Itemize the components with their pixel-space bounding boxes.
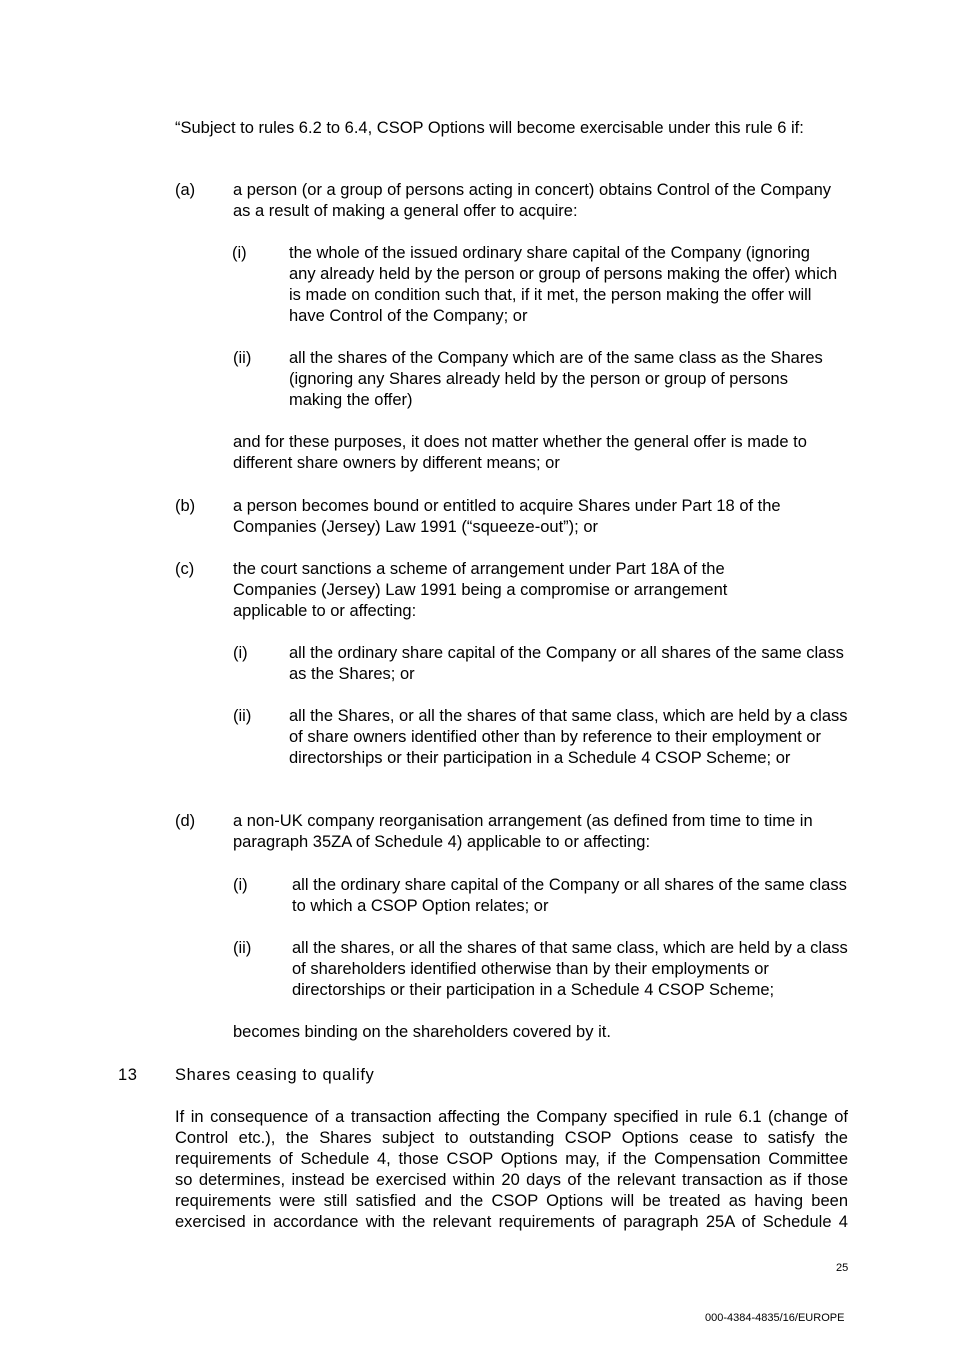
document-reference: 000-4384-4835/16/EUROPE — [705, 1312, 845, 1324]
item-d-ii-text: all the shares, or all the shares of that same class, which are held by a class of shareholders identified otherwise than by their employments or directorships or their participation in a Schedule 4 CSOP Scheme; — [292, 939, 848, 999]
item-a-ii-label: (ii) — [233, 349, 252, 367]
item-c-text: the court sanctions a scheme of arrangement under Part 18A of the Companies (Jersey) Law 1991 being a compromise or arrangement applicable to or affecting: — [233, 560, 728, 620]
item-c-i-text: all the ordinary share capital of the Company or all shares of the same class as the Shares; or — [289, 644, 844, 683]
section-body-line: requirements were still satisfied and the CSOP Options will be treated as having been — [175, 1192, 848, 1210]
item-d-i-text: all the ordinary share capital of the Company or all shares of the same class to which a CSOP Option relates; or — [292, 876, 847, 915]
section-body — [175, 1107, 848, 1233]
item-a-ii-text: all the shares of the Company which are of the same class as the Shares (ignoring any Shares already held by the person or group of persons making the offer) — [289, 349, 823, 409]
item-d-i-label: (i) — [233, 876, 248, 894]
section-body-line: so determines, instead be exercised within 20 days of the relevant transaction as if those — [175, 1171, 848, 1189]
item-b-text: a person becomes bound or entitled to acquire Shares under Part 18 of the Companies (Jersey) Law 1991 (“squeeze-out”); or — [233, 497, 781, 536]
item-a-i-text: the whole of the issued ordinary share capital of the Company (ignoring any already held by the person or group of persons making the offer) which is made on condition such that, if it met, the person making the offer will have Control of the Company; or — [289, 244, 838, 325]
item-d-label: (d) — [175, 812, 196, 830]
closing-text: becomes binding on the shareholders covered by it. — [233, 1023, 611, 1041]
page-number: 25 — [836, 1262, 849, 1274]
section-body-line: exercised in accordance with the relevant requirements of paragraph 25A of Schedule 4 — [175, 1213, 848, 1231]
item-a-text: a person (or a group of persons acting in concert) obtains Control of the Company as a result of making a general offer to acquire: — [233, 181, 831, 220]
intro-paragraph: “Subject to rules 6.2 to 6.4, CSOP Options will become exercisable under this rule 6 if: — [175, 119, 804, 137]
item-c-ii-text: all the Shares, or all the shares of that same class, which are held by a class of share owners identified other than by reference to their employment or directorships or their participation in a Schedule 4 CSOP Scheme; or — [289, 707, 848, 767]
section-body-line: Control etc.), the Shares subject to outstanding CSOP Options cease to satisfy the — [175, 1129, 848, 1147]
section-body-line: If in consequence of a transaction affecting the Company specified in rule 6.1 (change of — [175, 1108, 848, 1126]
item-b-label: (b) — [175, 497, 196, 515]
section-number: 13 — [118, 1066, 138, 1084]
item-c-label: (c) — [175, 560, 195, 578]
section-body-line: requirements of Schedule 4, those CSOP Options may, if the Compensation Committee — [175, 1150, 848, 1168]
section-title: Shares ceasing to qualify — [175, 1066, 375, 1084]
item-c-ii-label: (ii) — [233, 707, 252, 725]
item-a-i-label: (i) — [232, 244, 247, 262]
item-d-text: a non-UK company reorganisation arrangement (as defined from time to time in paragraph 35ZA of Schedule 4) applicable to or affecting: — [233, 812, 813, 851]
item-d-ii-label: (ii) — [233, 939, 252, 957]
item-c-i-label: (i) — [233, 644, 248, 662]
item-a-label: (a) — [175, 181, 196, 199]
item-a-after-text: and for these purposes, it does not matter whether the general offer is made to different share owners by different means; or — [233, 433, 807, 472]
